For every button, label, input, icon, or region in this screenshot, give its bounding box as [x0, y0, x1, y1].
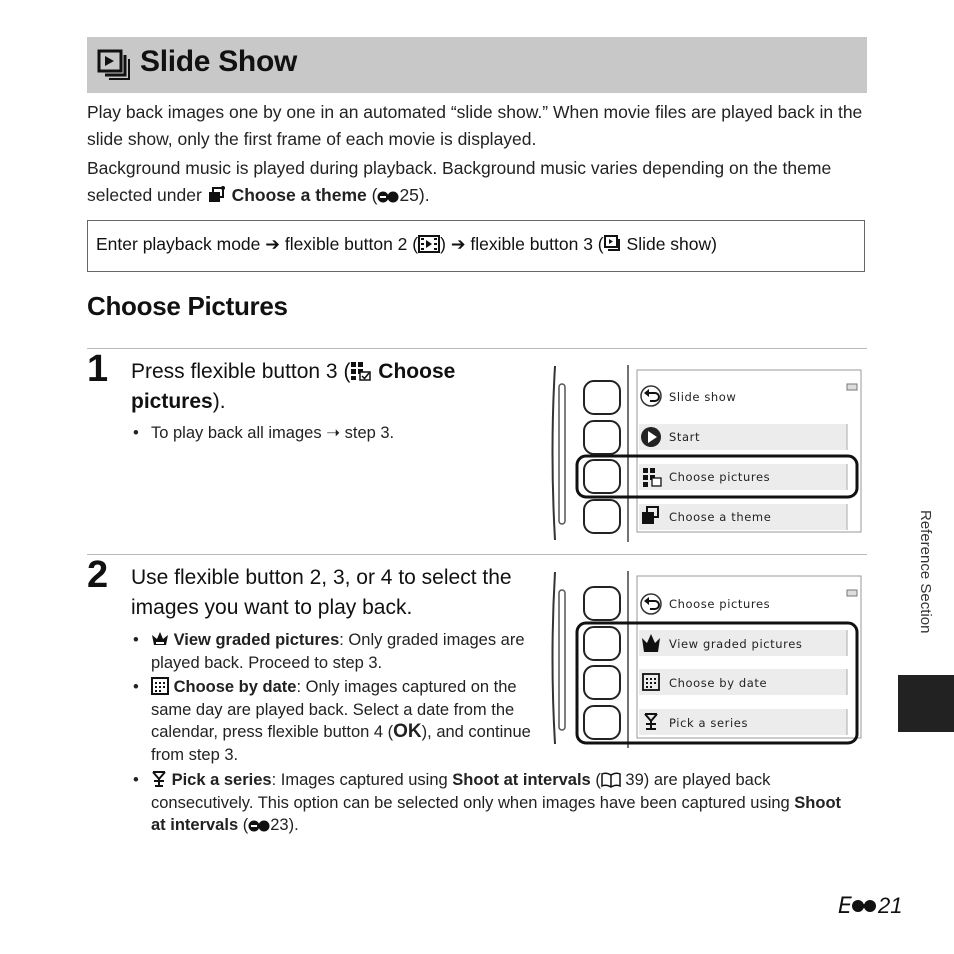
flexible-button-2[interactable]	[584, 421, 620, 454]
screen-1-title: Slide show	[669, 390, 737, 404]
book-icon	[601, 772, 621, 788]
step-2-title: Use flexible button 2, 3, or 4 to select the images you want to play back.	[131, 566, 512, 619]
svg-text:Choose pictures: Choose pictures	[669, 470, 771, 484]
camera-screen-2	[549, 568, 865, 752]
divider	[87, 554, 867, 555]
menu-item-choose-by-date[interactable]	[639, 669, 847, 695]
step-1-number: 1	[87, 348, 109, 390]
reference-section-icon	[377, 190, 399, 204]
flexible-button-4[interactable]	[584, 500, 620, 533]
svg-text:Pick a series: Pick a series	[669, 716, 749, 730]
back-icon	[641, 386, 661, 406]
arrow-right-icon: ➔	[265, 234, 280, 254]
step-1-title: Press flexible button 3 ( Choose pictures).	[131, 360, 456, 413]
flexible-button-4[interactable]	[584, 706, 620, 739]
choose-pictures-icon	[350, 361, 372, 381]
svg-text:Start: Start	[669, 430, 701, 444]
intro-paragraph-1: Play back images one by one in an automated “slide show.” When movie files are played back in the slide show, only the first frame of each movie is displayed.	[87, 102, 863, 149]
section-heading: Choose Pictures	[87, 291, 288, 321]
menu-item-pick-a-series[interactable]	[639, 709, 847, 735]
page-title: Slide Show	[140, 45, 298, 78]
ok-label: OK	[393, 721, 422, 742]
flexible-button-2[interactable]	[584, 627, 620, 660]
section-tab	[898, 675, 954, 732]
arrow-icon: ➝	[326, 424, 341, 442]
flexible-button-3[interactable]	[584, 460, 620, 493]
divider	[87, 348, 867, 349]
reference-section-icon	[838, 894, 878, 916]
list-item: • To play back all images ➝ step 3.	[133, 422, 394, 445]
screen-2-title: Choose pictures	[669, 597, 771, 611]
flexible-button-1[interactable]	[584, 587, 620, 620]
playback-mode-icon	[418, 235, 440, 253]
step-2-number: 2	[87, 554, 109, 596]
menu-item-choose-a-theme[interactable]	[639, 504, 847, 530]
reference-section-label: Reference Section	[917, 510, 934, 634]
page-number: E 21	[838, 893, 903, 918]
camera-screen-1	[549, 360, 865, 544]
pick-series-icon	[151, 770, 167, 788]
arrow-right-icon: ➔	[450, 234, 466, 254]
procedure-box	[87, 220, 865, 272]
svg-text:E: E	[838, 894, 852, 916]
list-item: • Choose by date: Only images captured on the same day are played back. Select a date from the calendar, press flexible button 4 (OK), and continue from step 3.	[133, 676, 533, 766]
flexible-button-3[interactable]	[584, 666, 620, 699]
step-1-bullets	[133, 422, 394, 445]
reference-section-icon	[248, 819, 270, 833]
back-icon	[641, 594, 661, 614]
choose-a-theme-ref: Choose a theme	[231, 185, 367, 205]
step-2-bullets-wide	[133, 769, 853, 837]
calendar-icon	[151, 677, 169, 695]
slide-show-icon	[97, 49, 131, 81]
theme-icon	[207, 184, 227, 204]
menu-item-start[interactable]	[639, 424, 847, 450]
slide-show-small-icon	[604, 235, 622, 253]
menu-item-choose-pictures[interactable]	[639, 464, 847, 490]
graded-pictures-icon	[151, 630, 169, 648]
flexible-button-1[interactable]	[584, 381, 620, 414]
title-bar	[87, 37, 867, 93]
procedure-text: Enter playback mode ➔ flexible button 2 ( ) ➔ flexible button 3 ( Slide show)	[96, 234, 717, 254]
svg-text:Choose a theme: Choose a theme	[669, 510, 772, 524]
svg-text:Choose by date: Choose by date	[669, 676, 768, 690]
menu-item-view-graded-pictures[interactable]	[639, 630, 847, 656]
list-item: • Pick a series: Images captured using Shoot at intervals ( 39) are played back consecutively. This option can be selected only when images have been captured using Shoot at intervals ( 23).	[133, 769, 853, 837]
intro-paragraph-2: Background music is played during playback. Background music varies depending on the theme selected under Choose a theme ( 25).	[87, 158, 832, 205]
list-item: • View graded pictures: Only graded images are played back. Proceed to step 3.	[133, 629, 533, 674]
step-2-bullets	[133, 629, 533, 766]
svg-text:View graded pictures: View graded pictures	[669, 637, 803, 651]
